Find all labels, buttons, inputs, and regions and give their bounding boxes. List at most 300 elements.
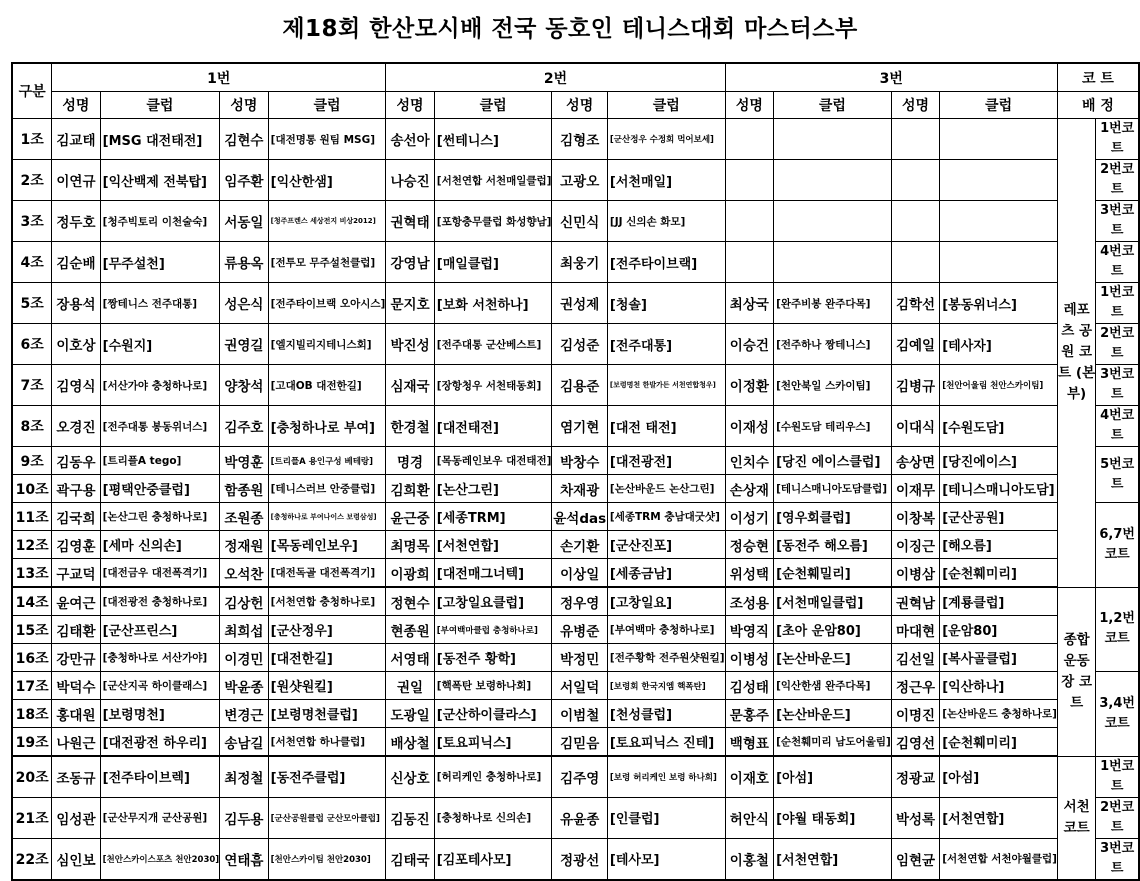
group-label: 5조	[12, 283, 52, 324]
player-name: 이재성	[725, 406, 773, 447]
player-club: [서천매일클럽]	[774, 587, 892, 616]
player-club: [군산정우 수정회 먹어보세]	[607, 119, 725, 160]
player-club: [당진에이스]	[940, 447, 1058, 475]
player-club: [초아 운암80]	[774, 616, 892, 644]
player-name	[891, 119, 939, 160]
player-name: 신상호	[386, 756, 434, 797]
court-assignment: 3번코트	[1096, 201, 1139, 242]
player-club: [군산지곡 하이클래스]	[100, 672, 220, 700]
player-club: [천성클럽]	[607, 700, 725, 728]
player-club: [토요피닉스 진테]	[607, 728, 725, 757]
group-label: 22조	[12, 838, 52, 880]
player-name: 송선아	[386, 119, 434, 160]
player-name: 차재광	[552, 475, 607, 503]
player-club: [토요피닉스]	[434, 728, 552, 757]
header-name: 성명	[552, 92, 607, 119]
player-club: [부여백마 충청하나로]	[607, 616, 725, 644]
player-club: [트리플A 용인구성 베테랑]	[268, 447, 386, 475]
player-club: [영우회클럽]	[774, 503, 892, 531]
table-row	[12, 797, 1139, 838]
player-name: 권일	[386, 672, 434, 700]
player-name: 김동우	[52, 447, 100, 475]
table-row	[12, 756, 1139, 797]
player-name: 권혁태	[386, 201, 434, 242]
player-club: [원샷원킬]	[268, 672, 386, 700]
player-name	[725, 119, 773, 160]
player-name: 김용준	[552, 365, 607, 406]
player-club: [수원지]	[100, 324, 220, 365]
player-name: 정승현	[725, 531, 773, 559]
group-label: 21조	[12, 797, 52, 838]
header-court-assign: 배 정	[1057, 92, 1139, 119]
table-row	[12, 242, 1139, 283]
header-name: 성명	[725, 92, 773, 119]
player-name: 권혁남	[891, 587, 939, 616]
player-club: [충청하나로 신의손]	[434, 797, 552, 838]
group-label: 13조	[12, 559, 52, 588]
player-club: [테사모]	[607, 838, 725, 880]
player-name: 김예일	[891, 324, 939, 365]
player-name: 김교태	[52, 119, 100, 160]
player-club: [김포테사모]	[434, 838, 552, 880]
player-club	[774, 160, 892, 201]
table-row	[12, 559, 1139, 588]
court-assignment: 1번코트	[1096, 756, 1139, 797]
player-name: 김선일	[891, 644, 939, 672]
player-name: 유윤종	[552, 797, 607, 838]
court-assignment: 3,4번 코트	[1096, 672, 1139, 757]
player-name: 손기환	[552, 531, 607, 559]
player-club: [전주대통 군산베스트]	[434, 324, 552, 365]
player-name: 김성태	[725, 672, 773, 700]
player-name	[725, 201, 773, 242]
schedule-table	[11, 62, 1140, 881]
player-club	[940, 242, 1058, 283]
table-row	[12, 838, 1139, 880]
player-club: [서천연합 충청하나로]	[268, 587, 386, 616]
player-name: 이병삼	[891, 559, 939, 588]
header-name: 성명	[386, 92, 434, 119]
player-club: [보화 서천하나]	[434, 283, 552, 324]
player-name: 조원종	[220, 503, 268, 531]
player-name: 정우영	[552, 587, 607, 616]
player-name: 강만규	[52, 644, 100, 672]
player-name: 윤근중	[386, 503, 434, 531]
player-name: 이병성	[725, 644, 773, 672]
player-club: [익산한샘 완주다목]	[774, 672, 892, 700]
player-club: [순천훼미리]	[940, 559, 1058, 588]
player-name: 이상일	[552, 559, 607, 588]
player-name: 권성제	[552, 283, 607, 324]
player-name: 송남길	[220, 728, 268, 757]
player-name: 문지호	[386, 283, 434, 324]
player-club: [완주비봉 완주다목]	[774, 283, 892, 324]
group-label: 15조	[12, 616, 52, 644]
player-club: [세마 신의손]	[100, 531, 220, 559]
player-club: [대전광전 하우리]	[100, 728, 220, 757]
player-name: 임성관	[52, 797, 100, 838]
player-club	[774, 201, 892, 242]
player-name: 이징근	[891, 531, 939, 559]
court-assignment: 1,2번 코트	[1096, 587, 1139, 672]
player-name: 김주영	[552, 756, 607, 797]
player-name: 류용옥	[220, 242, 268, 283]
header-group: 구분	[12, 63, 52, 119]
player-club: [논산그린]	[434, 475, 552, 503]
table-row	[12, 447, 1139, 475]
group-label: 10조	[12, 475, 52, 503]
player-name: 김믿음	[552, 728, 607, 757]
player-club: [충청하나로 서산가야]	[100, 644, 220, 672]
player-club	[940, 119, 1058, 160]
player-club: [대전금우 대전폭격기]	[100, 559, 220, 588]
header-club: 클럽	[607, 92, 725, 119]
player-club: [부여백마클럽 충청하나로]	[434, 616, 552, 644]
player-club: [복사골클럽]	[940, 644, 1058, 672]
venue-label: 레포츠 공원 코트 (본부)	[1057, 119, 1095, 588]
player-club: [대전한길]	[268, 644, 386, 672]
table-row	[12, 700, 1139, 728]
page-title: 제18회 한산모시배 전국 동호인 테니스대회 마스터스부	[282, 16, 858, 42]
group-label: 20조	[12, 756, 52, 797]
player-name: 구교덕	[52, 559, 100, 588]
player-name: 정현수	[386, 587, 434, 616]
player-name: 인치수	[725, 447, 773, 475]
player-name: 서동일	[220, 201, 268, 242]
player-club: [보령명천]	[100, 700, 220, 728]
player-club: [서산가야 충청하나로]	[100, 365, 220, 406]
player-name: 김성준	[552, 324, 607, 365]
player-club: [테니스러브 안중클럽]	[268, 475, 386, 503]
player-club: [군산하이클라스]	[434, 700, 552, 728]
player-name: 김태국	[386, 838, 434, 880]
player-club: [보령명천 한발가든 서천연합청우]	[607, 365, 725, 406]
player-name: 윤석das	[552, 503, 607, 531]
player-name: 박덕수	[52, 672, 100, 700]
group-label: 17조	[12, 672, 52, 700]
player-name: 성은식	[220, 283, 268, 324]
header-round-2: 2번	[386, 63, 725, 92]
player-club: [대전광전 충청하나로]	[100, 587, 220, 616]
player-club: [전주타이브랙 오아시스]	[268, 283, 386, 324]
player-club: [서천연합]	[434, 531, 552, 559]
player-name: 박윤종	[220, 672, 268, 700]
player-name: 심인보	[52, 838, 100, 880]
court-assignment: 4번코트	[1096, 406, 1139, 447]
player-club: [인클럽]	[607, 797, 725, 838]
player-club: [엘지빌리지테니스회]	[268, 324, 386, 365]
court-assignment: 3번코트	[1096, 365, 1139, 406]
table-row	[12, 503, 1139, 531]
player-club: [포항충무클럽 화성향남]	[434, 201, 552, 242]
player-name: 이명진	[891, 700, 939, 728]
header-name: 성명	[891, 92, 939, 119]
player-name: 정재원	[220, 531, 268, 559]
player-name: 배상철	[386, 728, 434, 757]
player-club: [천안스카이팀 천안2030]	[268, 838, 386, 880]
player-club: [천안스카이스포츠 천안2030]	[100, 838, 220, 880]
player-name: 윤여근	[52, 587, 100, 616]
player-name: 박성록	[891, 797, 939, 838]
table-row	[12, 616, 1139, 644]
player-club	[774, 242, 892, 283]
player-club: [평택안중클럽]	[100, 475, 220, 503]
header-round-3: 3번	[725, 63, 1057, 92]
player-club: [테니스매니아도담]	[940, 475, 1058, 503]
header-club: 클럽	[940, 92, 1058, 119]
player-name: 나승진	[386, 160, 434, 201]
court-assignment: 6,7번 코트	[1096, 503, 1139, 588]
player-club: [테사자]	[940, 324, 1058, 365]
player-name: 이홍철	[725, 838, 773, 880]
player-club: [당진 에이스클럽]	[774, 447, 892, 475]
player-club: [MSG 대전태전]	[100, 119, 220, 160]
court-assignment: 3번코트	[1096, 838, 1139, 880]
player-club	[774, 119, 892, 160]
player-club: [천안어울림 천안스카이팀]	[940, 365, 1058, 406]
venue-label: 서천 코트	[1057, 756, 1095, 880]
player-name: 김태환	[52, 616, 100, 644]
player-club: [아섬]	[774, 756, 892, 797]
player-club: [전주하나 짱테니스]	[774, 324, 892, 365]
player-name: 김상헌	[220, 587, 268, 616]
player-name: 김영식	[52, 365, 100, 406]
player-club	[940, 160, 1058, 201]
group-label: 6조	[12, 324, 52, 365]
player-name: 양창석	[220, 365, 268, 406]
court-assignment: 1번코트	[1096, 283, 1139, 324]
player-name: 마대현	[891, 616, 939, 644]
table-row	[12, 406, 1139, 447]
player-name: 강영남	[386, 242, 434, 283]
header-club: 클럽	[100, 92, 220, 119]
player-name: 김두용	[220, 797, 268, 838]
player-club: [전주황학 전주원샷원킬]	[607, 644, 725, 672]
player-name	[725, 242, 773, 283]
player-club: [서천연합]	[774, 838, 892, 880]
table-row	[12, 119, 1139, 160]
player-club: [군산프린스]	[100, 616, 220, 644]
player-name: 최웅기	[552, 242, 607, 283]
player-club: [서천연합]	[940, 797, 1058, 838]
player-club: [논산바운드 논산그린]	[607, 475, 725, 503]
player-club: [세종금남]	[607, 559, 725, 588]
table-row	[12, 531, 1139, 559]
group-label: 1조	[12, 119, 52, 160]
player-club: [목동레인보우 대전태전]	[434, 447, 552, 475]
group-label: 4조	[12, 242, 52, 283]
player-name: 이재호	[725, 756, 773, 797]
player-name: 정근우	[891, 672, 939, 700]
table-row	[12, 644, 1139, 672]
court-assignment: 4번코트	[1096, 242, 1139, 283]
table-row	[12, 283, 1139, 324]
group-label: 19조	[12, 728, 52, 757]
player-name: 권영길	[220, 324, 268, 365]
player-name: 박영훈	[220, 447, 268, 475]
player-club: [서천연합 서천야월클럽]	[940, 838, 1058, 880]
player-club: [썬테니스]	[434, 119, 552, 160]
player-club	[940, 201, 1058, 242]
group-label: 18조	[12, 700, 52, 728]
player-club: [짱테니스 전주대통]	[100, 283, 220, 324]
player-club: [매일클럽]	[434, 242, 552, 283]
player-name: 연태흠	[220, 838, 268, 880]
player-name: 최희섭	[220, 616, 268, 644]
header-club: 클럽	[434, 92, 552, 119]
player-club: [익산하나]	[940, 672, 1058, 700]
table-row	[12, 365, 1139, 406]
player-club: [테니스매니아도담클럽]	[774, 475, 892, 503]
player-name: 정두호	[52, 201, 100, 242]
player-name: 김형조	[552, 119, 607, 160]
player-name: 김현수	[220, 119, 268, 160]
player-name: 허안식	[725, 797, 773, 838]
player-club: [계룡클럽]	[940, 587, 1058, 616]
player-name: 김영훈	[52, 531, 100, 559]
player-club: [동전주클럽]	[268, 756, 386, 797]
header-row-2	[12, 92, 1139, 119]
player-name: 홍대원	[52, 700, 100, 728]
player-name: 송상면	[891, 447, 939, 475]
table-row	[12, 160, 1139, 201]
player-club: [충청하나로 부여나이스 보령삼성]	[268, 503, 386, 531]
player-name: 김영선	[891, 728, 939, 757]
player-name: 현종원	[386, 616, 434, 644]
player-club: [대전매그너텍]	[434, 559, 552, 588]
player-club: [보령명천클럽]	[268, 700, 386, 728]
player-name: 신민식	[552, 201, 607, 242]
player-name: 김동진	[386, 797, 434, 838]
court-assignment: 2번코트	[1096, 324, 1139, 365]
player-name: 서영태	[386, 644, 434, 672]
player-name: 이정환	[725, 365, 773, 406]
player-club: [운암80]	[940, 616, 1058, 644]
player-name: 최정철	[220, 756, 268, 797]
player-club: [전주타이브랙]	[607, 242, 725, 283]
player-club: [해오름]	[940, 531, 1058, 559]
player-club: [트리플A tego]	[100, 447, 220, 475]
player-club: [대전광전]	[607, 447, 725, 475]
player-club: [청주프렌스 세상전지 비상2012]	[268, 201, 386, 242]
player-club: [핵폭탄 보령하나회]	[434, 672, 552, 700]
player-club: [군산공원클럽 군산모아클럽]	[268, 797, 386, 838]
player-club: [익산한샘]	[268, 160, 386, 201]
group-label: 14조	[12, 587, 52, 616]
player-club: [대전명통 원팀 MSG]	[268, 119, 386, 160]
player-club: [고대OB 대전한길]	[268, 365, 386, 406]
group-label: 3조	[12, 201, 52, 242]
player-club: [세종TRM 충남대굿샷]	[607, 503, 725, 531]
player-club: [논산그린 충청하나로]	[100, 503, 220, 531]
player-club: [봉동위너스]	[940, 283, 1058, 324]
player-club: [보령 허리케인 보령 하나회]	[607, 756, 725, 797]
player-name: 손상재	[725, 475, 773, 503]
table-row	[12, 728, 1139, 757]
player-name: 함종원	[220, 475, 268, 503]
header-name: 성명	[220, 92, 268, 119]
header-club: 클럽	[268, 92, 386, 119]
player-name: 김학선	[891, 283, 939, 324]
court-assignment: 1번코트	[1096, 119, 1139, 160]
player-name: 임주환	[220, 160, 268, 201]
player-club: [군산정우]	[268, 616, 386, 644]
player-name: 서일덕	[552, 672, 607, 700]
player-club: [충청하나로 부여]	[268, 406, 386, 447]
player-name: 최명목	[386, 531, 434, 559]
player-name: 이연규	[52, 160, 100, 201]
player-club: [서천매일]	[607, 160, 725, 201]
header-row-1	[12, 63, 1139, 92]
player-name: 이호상	[52, 324, 100, 365]
player-name: 박창수	[552, 447, 607, 475]
player-name	[891, 160, 939, 201]
player-name: 변경근	[220, 700, 268, 728]
court-assignment: 2번코트	[1096, 797, 1139, 838]
header-name: 성명	[52, 92, 100, 119]
group-label: 9조	[12, 447, 52, 475]
player-club: [전주대통]	[607, 324, 725, 365]
player-name: 박영직	[725, 616, 773, 644]
table-row	[12, 587, 1139, 616]
player-club: [전주타이브렉]	[100, 756, 220, 797]
player-club: [고창일요클럽]	[434, 587, 552, 616]
player-name: 오경진	[52, 406, 100, 447]
player-name: 나원근	[52, 728, 100, 757]
player-club: [허리케인 충청하나로]	[434, 756, 552, 797]
table-row	[12, 672, 1139, 700]
player-club: [보령회 한국지엠 핵폭탄]	[607, 672, 725, 700]
player-name	[725, 160, 773, 201]
player-name: 최상국	[725, 283, 773, 324]
player-name: 도광일	[386, 700, 434, 728]
player-name: 백형표	[725, 728, 773, 757]
player-name: 임현균	[891, 838, 939, 880]
player-name: 정광교	[891, 756, 939, 797]
player-club: [수원도담 테리우스]	[774, 406, 892, 447]
player-club: [야월 태동회]	[774, 797, 892, 838]
player-club: [전투모 무주설천클럽]	[268, 242, 386, 283]
header-club: 클럽	[774, 92, 892, 119]
player-club: [논산바운드]	[774, 644, 892, 672]
player-name: 염기현	[552, 406, 607, 447]
player-club: [대전태전]	[434, 406, 552, 447]
player-club: [익산백제 전북탑]	[100, 160, 220, 201]
player-name	[891, 201, 939, 242]
player-name: 조성용	[725, 587, 773, 616]
venue-label: 종합 운동장 코트	[1057, 587, 1095, 756]
player-club: [순천훼미리 남도어울림]	[774, 728, 892, 757]
player-club: [군산공원]	[940, 503, 1058, 531]
player-club: [순천훼밀리]	[774, 559, 892, 588]
group-label: 7조	[12, 365, 52, 406]
header-round-1: 1번	[52, 63, 386, 92]
player-name: 김국희	[52, 503, 100, 531]
player-club: [서천연합 서천매일클럽]	[434, 160, 552, 201]
player-name: 조동규	[52, 756, 100, 797]
player-club: [논산바운드]	[774, 700, 892, 728]
player-name: 박진성	[386, 324, 434, 365]
player-name: 심재국	[386, 365, 434, 406]
player-name: 이경민	[220, 644, 268, 672]
player-name: 한경철	[386, 406, 434, 447]
group-label: 2조	[12, 160, 52, 201]
player-name: 고광오	[552, 160, 607, 201]
table-row	[12, 324, 1139, 365]
player-name: 김희환	[386, 475, 434, 503]
player-club: [동전주 황학]	[434, 644, 552, 672]
player-name: 이광희	[386, 559, 434, 588]
